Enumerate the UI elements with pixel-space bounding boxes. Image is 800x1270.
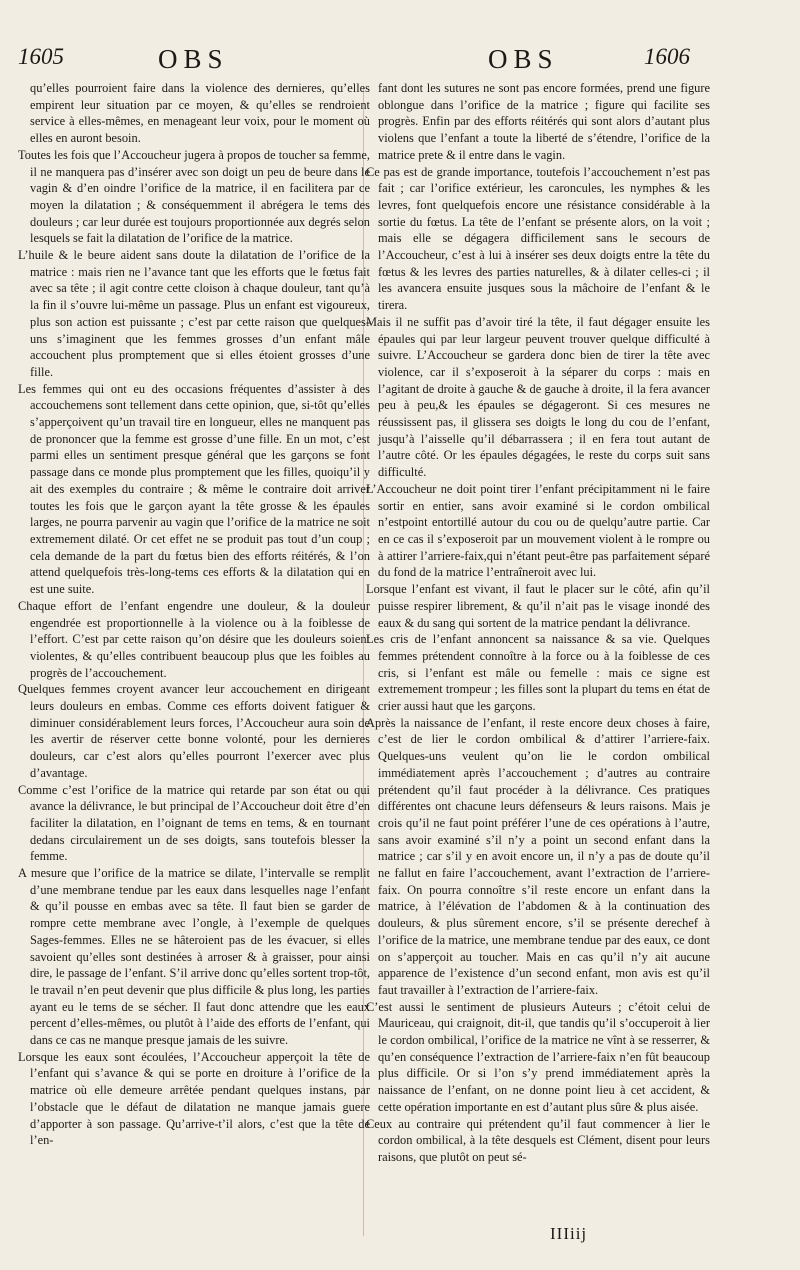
left-running-title: OBS [158, 44, 229, 74]
right-text-column [366, 80, 710, 1248]
page-header [0, 44, 800, 84]
right-page-number: 1606 [644, 44, 690, 69]
signature-mark: IIIiij [550, 1224, 588, 1243]
paragraph: L’Accoucheur ne doit point tirer l’enfant précipitamment ni le faire sortir en entier, sans avoir examiné si le cordon ombilical n’estpoint entortillé autour du cou ou de quelqu’autre partie. Car en ce cas il s’exposeroit par un mouvement violent à le rompre ou à attirer l’arriere-faix,qui n’étant peut-être pas parfaitement séparé du fond de la matrice l’entraîneroit avec lui. [366, 481, 710, 580]
paragraph: Ceux au contraire qui prétendent qu’il faut commencer à lier le cordon ombilical, à la tête desquels est Clément, disent pour leurs raisons, que plutôt on peut sé- [366, 1116, 710, 1164]
paragraph: Lorsque les eaux sont écoulées, l’Accoucheur apperçoit la tête de l’enfant qui s’avance & qui se porte en droiture à l’orifice de la matrice où elle demeure arrêtée pendant quelques instans, par l’obstacle que le défaut de dilatation ne manque jamais guere d’apporter à son passage. Qu’arrive-t’il alors, c’est que la tête de l’en- [18, 1049, 370, 1148]
paragraph: Lorsque l’enfant est vivant, il faut le placer sur le côté, afin qu’il puisse respirer librement, & qu’il n’ait pas le visage inondé des eaux & du sang qui sortent de la matrice pendant la délivrance. [366, 582, 710, 630]
paragraph: L’huile & le beure aident sans doute la dilatation de l’orifice de la matrice : mais rien ne l’avance tant que les efforts que le fœtus fait avec sa tête ; il agit contre cette cloison à chaque douleur, tant qu’à la fin il s’ouvre lui-même un passage. Plus un enfant est vigoureux, plus son action est puissante ; c’est par cette raison que quelques-uns s’imaginent que les femmes grosses d’un enfant mâle accouchent plus promptement que si elles étoient grosses d’une fille. [18, 248, 370, 379]
paragraph: Chaque effort de l’enfant engendre une douleur, & la douleur engendrée est proportionnelle à la violence ou à la foiblesse de l’effort. C’est par cette raison qu’on désire que les douleurs soient violentes, & qu’elles contribuent beaucoup plus que les foibles au progrès de l’accouchement. [18, 598, 370, 680]
left-page-number: 1605 [18, 44, 64, 69]
paragraph: Ce pas est de grande importance, toutefois l’accouchement n’est pas fait ; car l’orifice extérieur, les caroncules, les nymphes & les levres, font quelquefois encore une résistance considérable à la sortie du fœtus. La tête de l’enfant se présente alors, on la voit ; mais elle se dégagera difficilement sans le secours de l’Accoucheur, c’est à lui à insérer ses deux doigts entre la tête du fœtus & les levres des parties naturelles, & à dilater celles-ci ; il les avancera ensuite jusques sous la mâchoire de l’enfant & le tirera. [366, 164, 710, 313]
paragraph: Toutes les fois que l’Accoucheur jugera à propos de toucher sa femme, il ne manquera pas d’insérer avec son doigt un peu de beure dans le vagin & d’en oindre l’orifice de la matrice, il en facilitera par ce moyen la dilatation ; & conséquemment il abrégera le tems des douleurs ; car leur durée est toujours proportionnée aux degrés selon lesquels se fait la dilatation de l’orifice de la matrice. [18, 147, 370, 246]
paragraph: Les femmes qui ont eu des occasions fréquentes d’assister à des accouchemens sont tellement dans cette opinion, que, si-tôt qu’elles s’apperçoivent qu’un travail tire en longueur, elles ne manquent pas de prononcer que la femme est grosse d’une fille. En un mot, c’est parmi elles un sentiment presque général que les garçons se font passage dans ce monde plus promptement que les filles, quoiqu’il y ait des exemples du contraire ; & même le contraire doit arriver toutes les fois que le garçon ayant la tête grosse & les épaules larges, ne pourra parvenir au vagin que l’orifice de la matrice ne soit extremement dilaté. Or cet effet ne se produit pas tout d’un coup ; cela demande de la part du fœtus bien des efforts réitérés, & l’on attend quelquefois très-long-tems ces efforts & la dilatation qui en est une suite. [18, 381, 370, 597]
paragraph: Les cris de l’enfant annoncent sa naissance & sa vie. Quelques femmes prétendent connoître à la force ou à la foiblesse de ces cris, si l’enfant est mâle ou femelle : mais ce signe est extremement trompeur ; les filles sont la plupart du tems en état de crier aussi haut que les garçons. [366, 632, 710, 714]
paragraph: fant dont les sutures ne sont pas encore formées, prend une figure oblongue dans l’orifice de la matrice ; figure qui facilite ses progrès. Enfin par des efforts réitérés qui sont alors d’autant plus violens que l’enfant a toute la liberté de s’étendre, l’orifice de la matrice prete & il entre dans le vagin. [378, 81, 710, 162]
paragraph: Mais il ne suffit pas d’avoir tiré la tête, il faut dégager ensuite les épaules qui par leur largeur peuvent trouver quelque difficulté à suivre. L’Accoucheur se gardera donc bien de tirer la tête avec violence, car il s’exposeroit à la séparer du corps : mais en l’agitant de droite à gauche & de gauche à droite, il la fera avancer peu à peu,& les épaules se dégageront. Si ces mesures ne réussissent pas, il glissera ses doigts le long du cou de l’enfant, jusqu’à l’aisselle qu’il débarrassera ; il en fera tout autant de l’autre côté. Or les épaules dégagées, le reste du corps suit sans difficulté. [366, 314, 710, 480]
paragraph: Après la naissance de l’enfant, il reste encore deux choses à faire, c’est de lier le cordon ombilical & d’attirer l’arriere-faix. Quelques-uns veulent qu’on lie le cordon ombilical immédiatement après l’accouchement ; d’autres au contraire prétendent qu’il faut procéder à la délivrance. Ces pratiques différentes ont chacune leurs défenseurs & leurs raisons. Mais je crois qu’il ne faut point préférer l’une de ces opérations à l’autre, sans avoir examiné s’il n’y a point un second enfant dans la matrice ; car s’il y en avoit encore un, il n’y a pas de doute qu’il ne fallut en faire l’accouchement, avant l’extraction de l’arriere-faix. On pourra connoître s’il reste encore un enfant dans la matrice, à l’élévation de l’abdomen & à la continuation des douleurs, & plus sûrement encore, s’il se présente derechef à l’orifice de la matrice, une membrane tendue par des eaux, ce dont on s’apperçoit au toucher. Mais en cas qu’il n’y ait aucune apparence de l’existence d’un second enfant, mon avis est qu’il faut travailler à l’extraction de l’arriere-faix. [366, 715, 710, 997]
paragraph: Quelques femmes croyent avancer leur accouchement en dirigeant leurs douleurs en embas. Comme ces efforts doivent fatiguer & diminuer considérablement leurs forces, l’Accoucheur aura soin de les avertir de réserver cette bonne volonté, pour les dernieres douleurs, car c’est alors qu’elles pourront l’exercer avec plus d’avantage. [18, 682, 370, 780]
left-text-column [18, 80, 370, 1248]
paragraph: C’est aussi le sentiment de plusieurs Auteurs ; c’étoit celui de Mauriceau, qui craignoit, dit-il, que tandis qu’il s’occuperoit à lier le cordon ombilical, l’orifice de la matrice ne vînt à se resserrer, & qu’en conséquence l’extraction de l’arriere-faix n’en fût beaucoup plus difficile. Or si l’on s’y prend immédiatement après la naissance de l’enfant, on ne donne point lieu à cet accident, & cette opération importante en est d’autant plus sûre & plus aisée. [366, 999, 710, 1114]
paragraph: qu’elles pourroient faire dans la violence des dernieres, qu’elles empirent leur situation par ce moyen, & qu’elles se rendroient service à elles-mêmes, en menageant leur voix, pour le moment où elles en auront besoin. [30, 81, 370, 146]
paragraph: A mesure que l’orifice de la matrice se dilate, l’intervalle se remplit d’une membrane tendue par les eaux dans lesquelles nage l’enfant & qu’il pousse en embas avec sa tête. Il faut bien se garder de rompre cette membrane avec l’ongle, à l’exemple de quelques Sages-femmes. Elles ne se hâteroient pas de les évacuer, si elles savoient qu’elles sont destinées à arroser & à graisser, pour ainsi dire, le passage de l’enfant. S’il arrive donc qu’elles sortent trop-tôt, le travail n’en peut devenir que plus difficile & plus long, les parties ayant eu le tems de se sécher. Il faut donc attendre que les eaux percent d’elles-mêmes, ou plutôt à l’aide des efforts de l’enfant, qui dans ce cas ne manque presque jamais de les suivre. [18, 866, 370, 1048]
right-running-title: OBS [488, 44, 559, 74]
paragraph: Comme c’est l’orifice de la matrice qui retarde par son état ou qui avance la délivrance, le but principal de l’Accoucheur doit être d’en faciliter la dilatation, en l’oignant de tems en tems, & en tournant dedans circulairement un de ses doigts, sans toutefois blesser la femme. [18, 782, 370, 864]
